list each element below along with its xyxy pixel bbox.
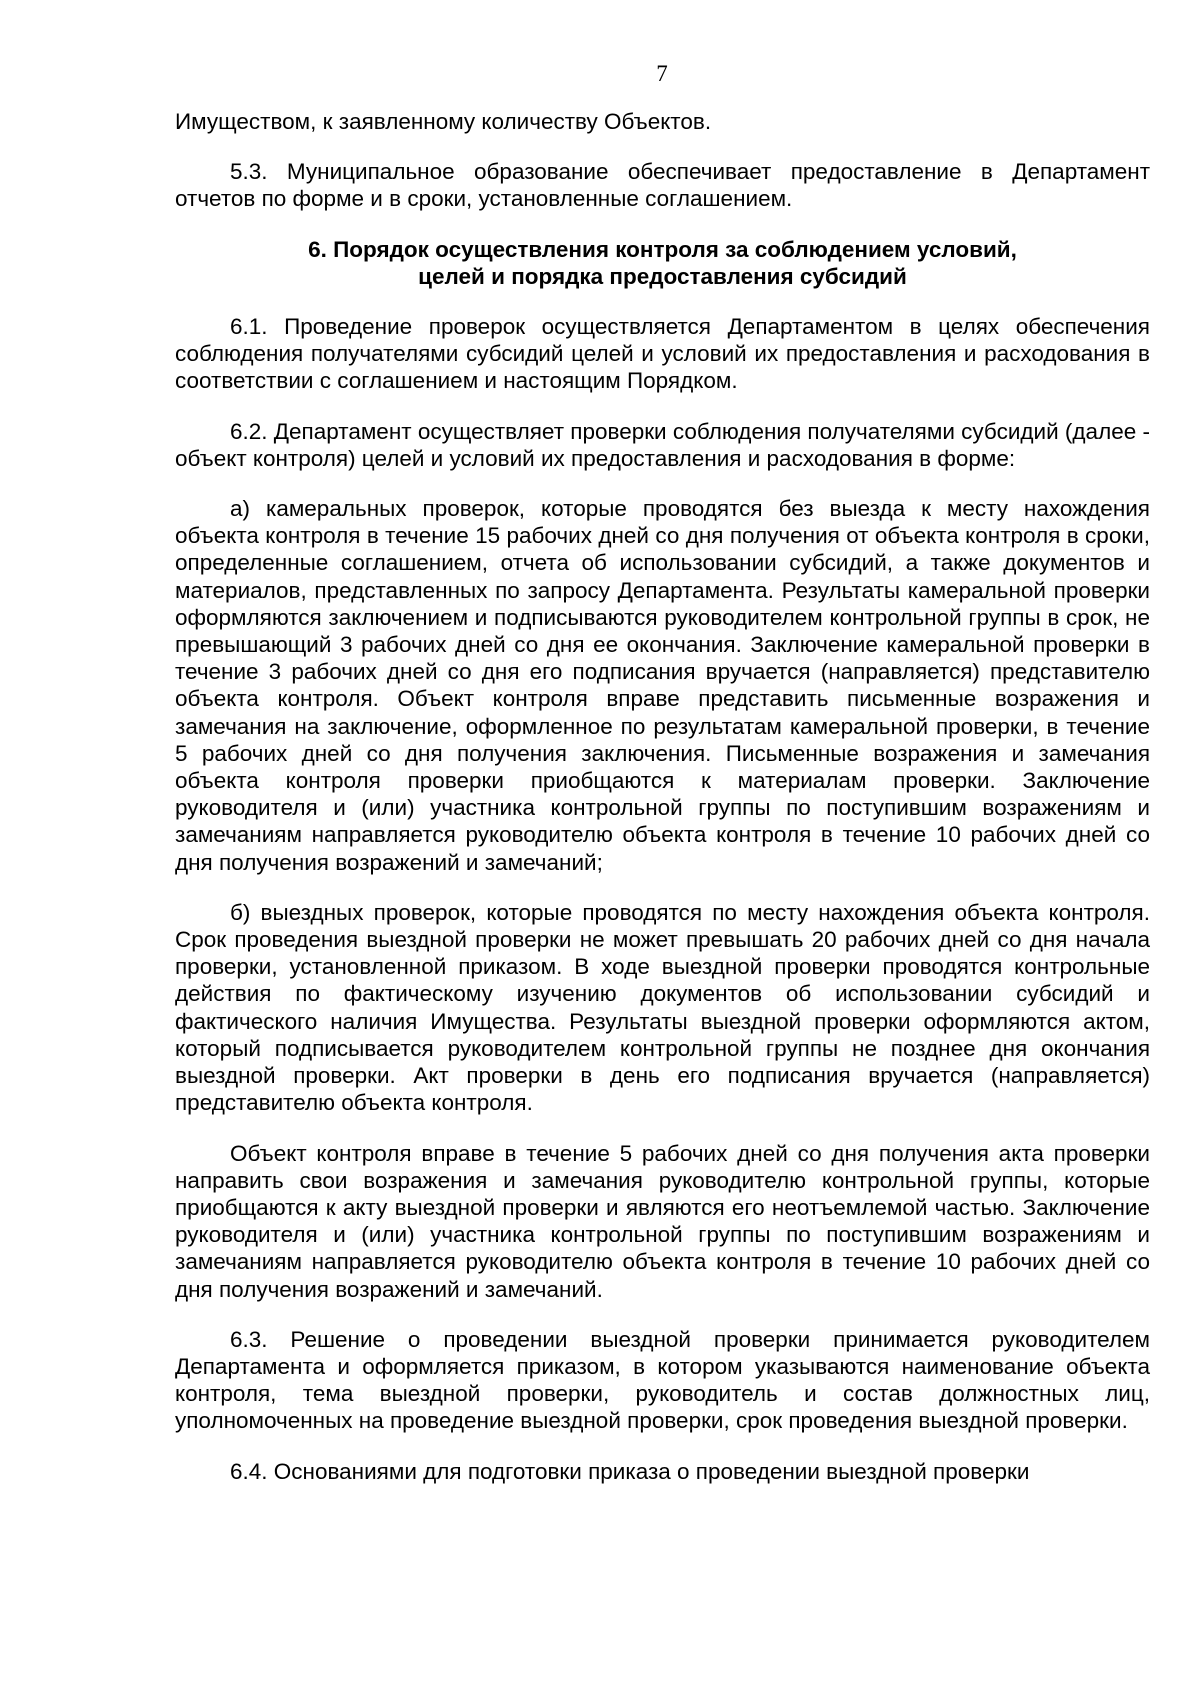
document-body: [175, 108, 1150, 1485]
section-6-heading: [175, 236, 1150, 290]
paragraph-6-2-a: а) камеральных проверок, которые проводятся без выезда к месту нахождения объекта контроля в течение 15 рабочих дней со дня получения от объекта контроля в сроки, определенные соглашением, отчета об использовании субсидий, а также документов и материалов, представленных по запросу Департамента. Результаты камеральной проверки оформляются заключением и подписываются руководителем контрольной группы в срок, не превышающий 3 рабочих дней со дня ее окончания. Заключение камеральной проверки в течение 3 рабочих дней со дня его подписания вручается (направляется) представителю объекта контроля. Объект контроля вправе представить письменные возражения и замечания на заключение, оформленное по результатам камеральной проверки, в течение 5 рабочих дней со дня получения заключения. Письменные возражения и замечания объекта контроля проверки приобщаются к материалам проверки. Заключение руководителя и (или) участника контрольной группы по поступившим возражениям и замечаниям направляется руководителю объекта контроля в течение 10 рабочих дней со дня получения возражений и замечаний;: [175, 496, 1150, 875]
section-6-heading-line-1: 6. Порядок осуществления контроля за соблюдением условий,: [308, 236, 1017, 262]
paragraph-6-3: 6.3. Решение о проведении выездной проверки принимается руководителем Департамента и оформляется приказом, в котором указываются наименование объекта контроля, тема выездной проверки, руководитель и состав должностных лиц, уполномоченных на проведение выездной проверки, срок проведения выездной проверки.: [175, 1326, 1150, 1434]
paragraph-6-2-b: б) выездных проверок, которые проводятся по месту нахождения объекта контроля. Срок проведения выездной проверки не может превышать 20 рабочих дней со дня начала проверки, установленной приказом. В ходе выездной проверки проводятся контрольные действия по фактическому изучению документов об использовании субсидий и фактического наличия Имущества. Результаты выездной проверки оформляются актом, который подписывается руководителем контрольной группы не позднее дня окончания выездной проверки. Акт проверки в день его подписания вручается (направляется) представителю объекта контроля.: [175, 899, 1150, 1116]
page-number: 7: [656, 61, 668, 86]
paragraph-objections: Объект контроля вправе в течение 5 рабочих дней со дня получения акта проверки направить свои возражения и замечания руководителю контрольной группы, которые приобщаются к акту выездной проверки и являются его неотъемлемой частью. Заключение руководителя и (или) участника контрольной группы по поступившим возражениям и замечаниям направляется руководителю объекта контроля в течение 10 рабочих дней со дня получения возражений и замечаний.: [175, 1140, 1150, 1302]
paragraph-continuation: Имуществом, к заявленному количеству Объектов.: [175, 109, 712, 134]
paragraph-6-1: 6.1. Проведение проверок осуществляется Департаментом в целях обеспечения соблюдения получателями субсидий целей и условий их предоставления и расходования в соответствии с соглашением и настоящим Порядком.: [175, 314, 1150, 394]
paragraph-6-4: 6.4. Основаниями для подготовки приказа о проведении выездной проверки: [230, 1458, 1030, 1484]
paragraph-5-3: 5.3. Муниципальное образование обеспечивает предоставление в Департамент отчетов по форме и в сроки, установленные соглашением.: [175, 159, 1150, 212]
paragraph-6-2: 6.2. Департамент осуществляет проверки соблюдения получателями субсидий (далее - объект контроля) целей и условий их предоставления и расходования в форме:: [175, 418, 1150, 471]
section-6-heading-line-2: целей и порядка предоставления субсидий: [418, 263, 907, 289]
